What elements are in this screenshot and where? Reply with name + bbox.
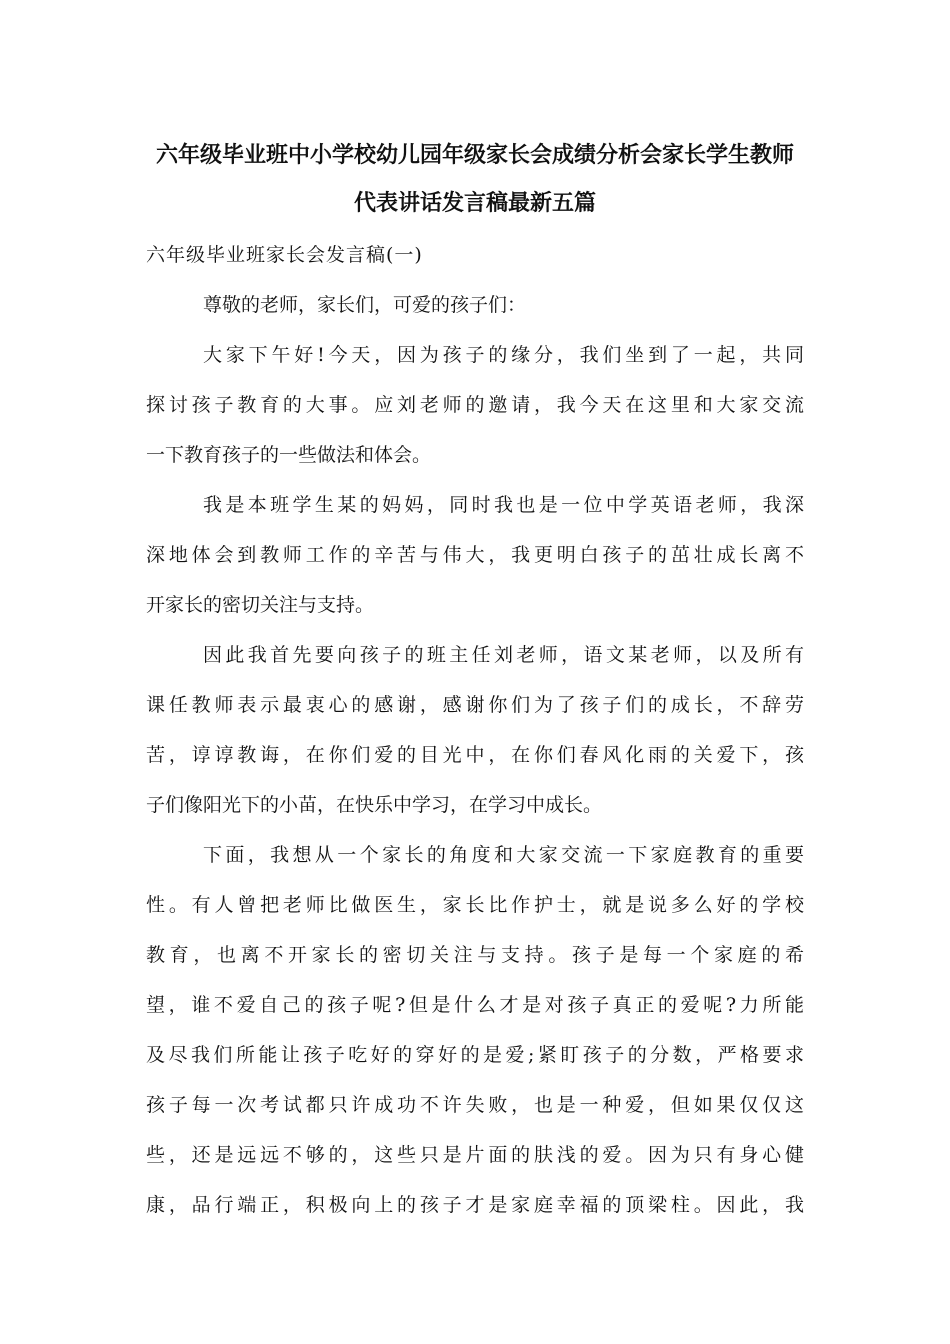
section-heading: 六年级毕业班家长会发言稿(一) (146, 244, 423, 266)
paragraph-line: 苦，谆谆教诲，在你们爱的目光中，在你们春风化雨的关爱下，孩 (146, 744, 804, 766)
paragraph-line: 些，还是远远不够的，这些只是片面的肤浅的爱。因为只有身心健 (146, 1144, 804, 1166)
paragraph-line: 望，谁不爱自己的孩子呢?但是什么才是对孩子真正的爱呢?力所能 (146, 994, 804, 1016)
paragraph-line: 开家长的密切关注与支持。 (146, 594, 375, 616)
paragraph-line: 下面，我想从一个家长的角度和大家交流一下家庭教育的重要 (203, 844, 804, 866)
paragraph-line: 康，品行端正，积极向上的孩子才是家庭幸福的顶梁柱。因此，我 (146, 1194, 804, 1216)
paragraph-line: 大家下午好!今天，因为孩子的缘分，我们坐到了一起，共同 (203, 344, 804, 366)
paragraph-line: 一下教育孩子的一些做法和体会。 (146, 444, 432, 466)
paragraph-line: 深地体会到教师工作的辛苦与伟大，我更明白孩子的茁壮成长离不 (146, 544, 804, 566)
paragraph-line: 探讨孩子教育的大事。应刘老师的邀请，我今天在这里和大家交流 (146, 394, 804, 416)
paragraph-line: 及尽我们所能让孩子吃好的穿好的是爱;紧盯孩子的分数，严格要求 (146, 1044, 804, 1066)
paragraph-line: 我是本班学生某的妈妈，同时我也是一位中学英语老师，我深 (203, 494, 804, 516)
document-title-line-2: 代表讲话发言稿最新五篇 (353, 191, 596, 216)
document-title-line-1: 六年级毕业班中小学校幼儿园年级家长会成绩分析会家长学生教师 (155, 143, 794, 168)
paragraph-line: 因此我首先要向孩子的班主任刘老师，语文某老师，以及所有 (203, 644, 804, 666)
paragraph-line: 课任教师表示最衷心的感谢，感谢你们为了孩子们的成长，不辞劳 (146, 694, 804, 716)
paragraph-line: 子们像阳光下的小苗，在快乐中学习，在学习中成长。 (146, 794, 603, 816)
paragraph-line: 教育，也离不开家长的密切关注与支持。孩子是每一个家庭的希 (146, 944, 804, 966)
salutation-line: 尊敬的老师，家长们，可爱的孩子们： (203, 294, 527, 316)
paragraph-line: 孩子每一次考试都只许成功不许失败，也是一种爱，但如果仅仅这 (146, 1094, 804, 1116)
paragraph-line: 性。有人曾把老师比做医生，家长比作护士，就是说多么好的学校 (146, 894, 804, 916)
